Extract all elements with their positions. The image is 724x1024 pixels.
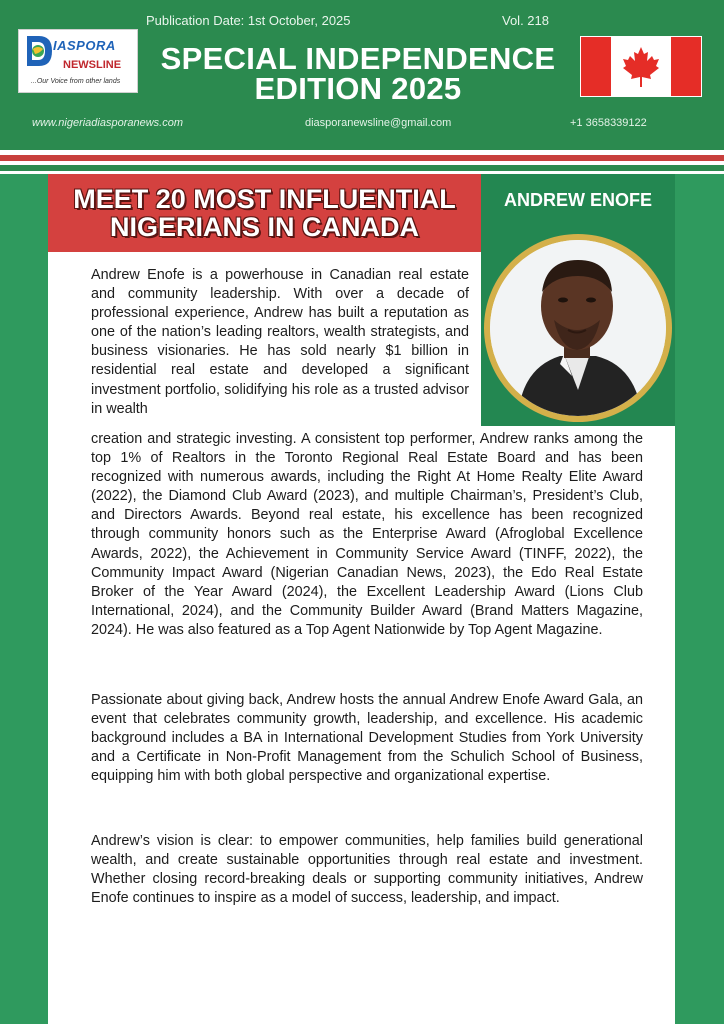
- website-link[interactable]: www.nigeriadiasporanews.com: [32, 117, 184, 129]
- logo-wordmark-top: IASPORA: [53, 38, 116, 53]
- email-link[interactable]: diasporanewsline@gmail.com: [305, 117, 452, 129]
- person-portrait-icon: [490, 240, 666, 416]
- publication-date: Publication Date: 1st October, 2025: [146, 13, 351, 28]
- article-paragraph-2: Passionate about giving back, Andrew hosts the annual Andrew Enofe Award Gala, an event that celebrates community growth, leadership, and excellence. His academic background includes a BA in International Development Studies from York University and a Certificate in Non-Profit Management from the Schulich School of Business, equipping him with both global perspective and organizational expertise.: [91, 692, 643, 785]
- diaspora-newsline-logo[interactable]: [18, 29, 138, 93]
- feature-headline: [48, 185, 481, 241]
- article-paragraph-1-continued: creation and strategic investing. A consistent top performer, Andrew ranks among the top 1% of Realtors in the Toronto Regional Real Estate Board and has been recognized with numerous awards, including the Right At Home Realty Elite Award (2022), the Diamond Club Award (2023), and multiple Chairman’s, President’s Club, and Directors Awards. Beyond real estate, his excellence has been recognized through community honors such as the Enterprise Award (Afroglobal Excellence Awards, 2022), the Achievement in Community Service Award (TINFF, 2022), the Community Impact Award (Nigerian Canadian News, 2023), the Edo Real Estate Broker of the Year Award (2024), the Excellent Leadership Award (Lions Club International, 2024), and the Community Builder Award (Brand Matters Magazine, 2024). He was also featured as a Top Agent Nationwide by Top Agent Magazine.: [91, 431, 643, 638]
- article-paragraph-3: Andrew’s vision is clear: to empower communities, help families build generational wealth, and create sustainable opportunities through real estate and investment. Whether closing record-breaking deals or supporting community initiatives, Andrew Enofe continues to inspire as a model of success, leadership, and impact.: [91, 833, 643, 907]
- globe-d-logo-icon: [23, 34, 53, 68]
- edition-title-line-1: SPECIAL INDEPENDENCE: [160, 41, 556, 76]
- volume-number: Vol. 218: [502, 13, 549, 28]
- profile-name: ANDREW ENOFE: [504, 190, 652, 210]
- edition-title: [150, 41, 566, 106]
- feature-headline-line-1: MEET 20 MOST INFLUENTIAL: [73, 184, 456, 214]
- portrait-frame: [484, 234, 672, 422]
- feature-headline-line-2: NIGERIANS IN CANADA: [109, 212, 419, 242]
- edition-title-line-2: EDITION 2025: [254, 71, 462, 106]
- feature-banner: [48, 174, 481, 252]
- masthead: [0, 0, 724, 150]
- logo-wordmark-bottom: NEWSLINE: [63, 59, 122, 71]
- canada-flag-icon: [580, 36, 702, 97]
- article-paragraph-1-wrap: Andrew Enofe is a powerhouse in Canadian real estate and community leadership. With over a decade of professional experience, Andrew has built a reputation as one of the nation’s leading realtors, wealth strategists, and business visionaries. He has sold nearly $1 billion in residential real estate and developed a significant investment portfolio, solidifying his role as a trusted advisor in wealth: [91, 267, 469, 417]
- logo-tagline: ...Our Voice from other lands: [31, 78, 121, 85]
- flag-left-band: [581, 37, 611, 96]
- portrait-photo: [490, 240, 666, 416]
- flag-right-band: [671, 37, 701, 96]
- phone-number[interactable]: +1 3658339122: [570, 117, 647, 129]
- maple-leaf-icon: [621, 45, 661, 89]
